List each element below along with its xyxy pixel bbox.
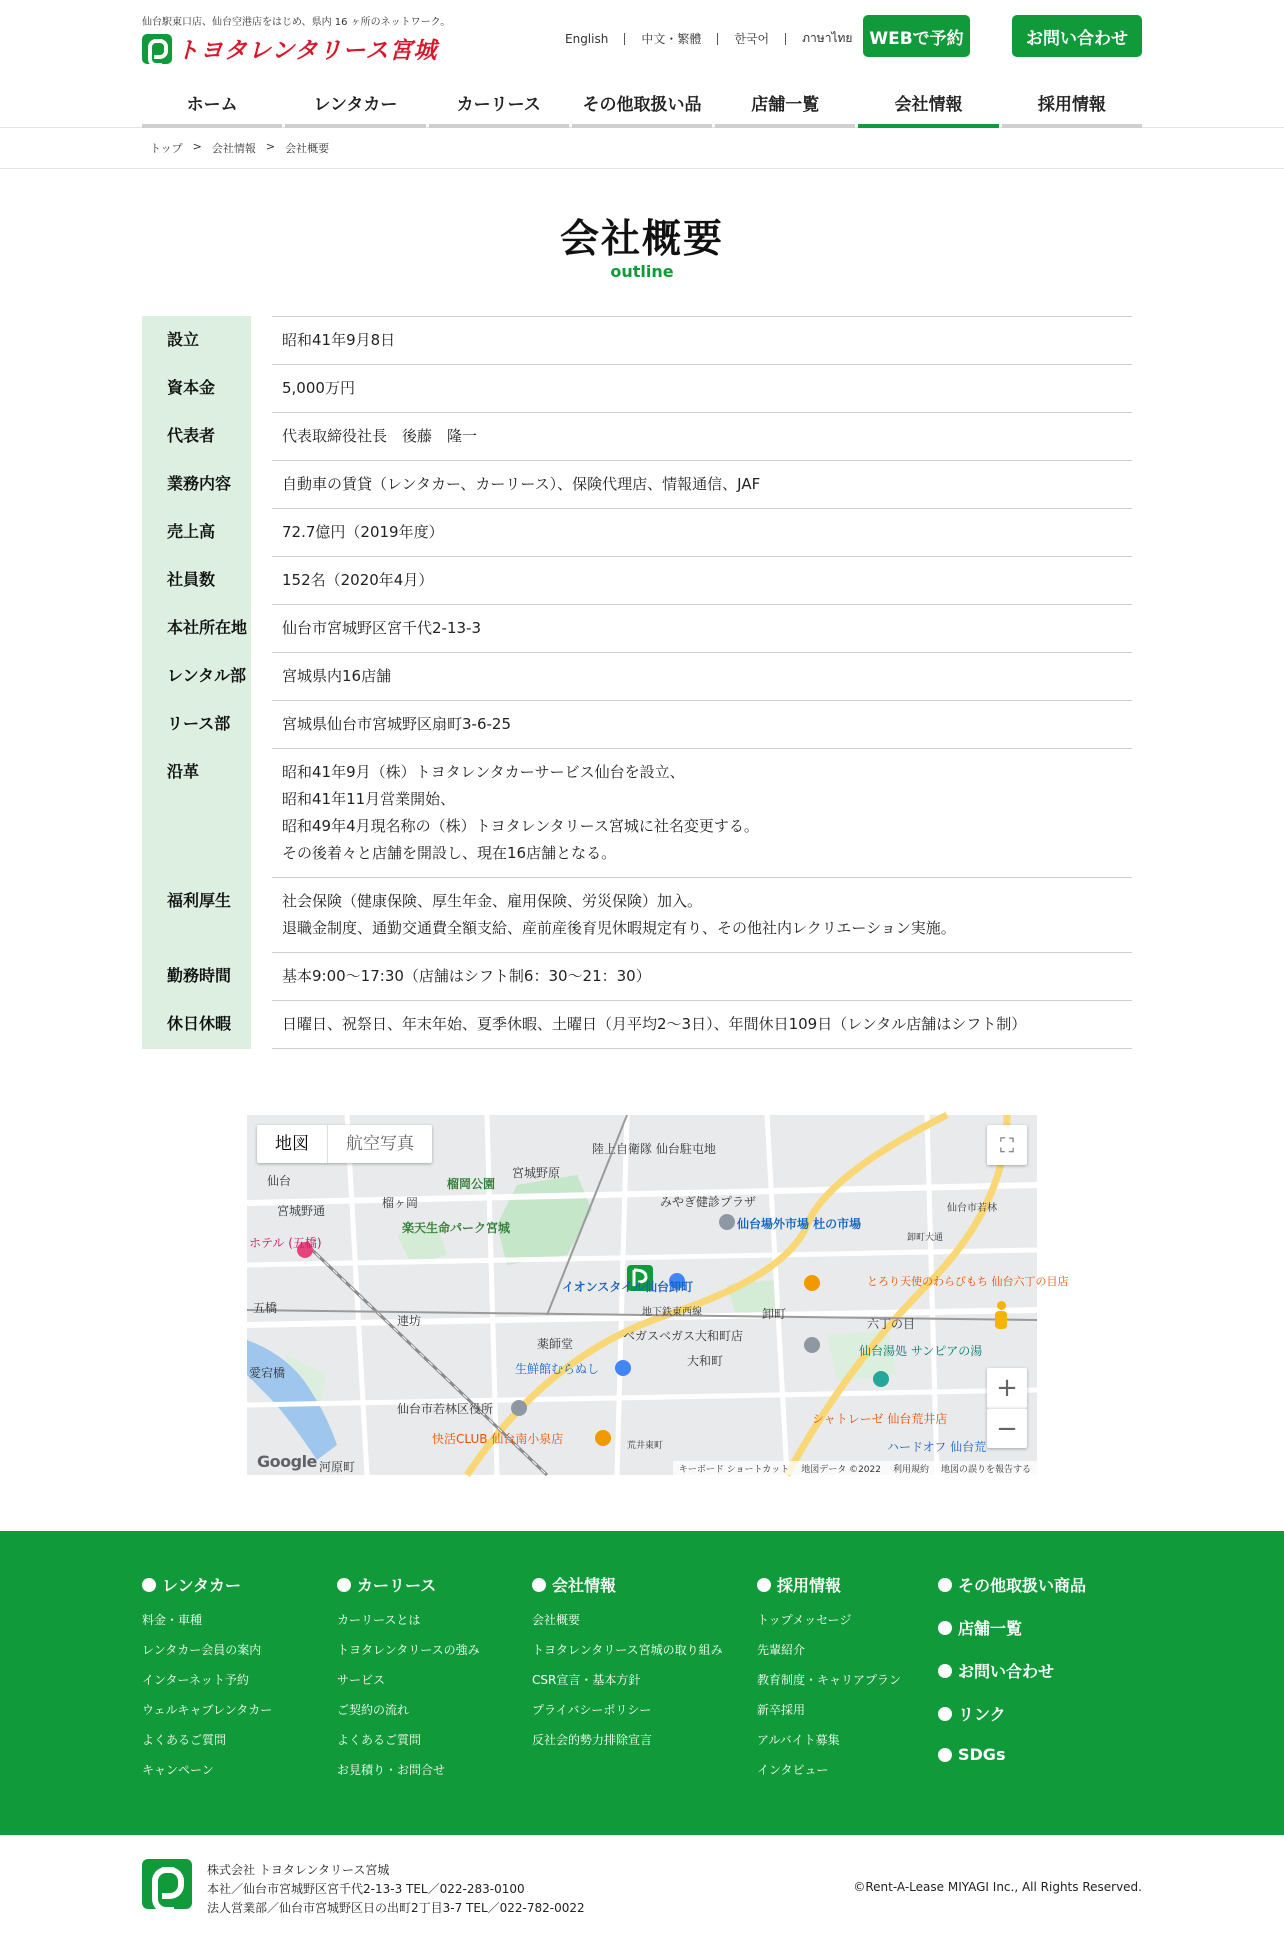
contact-button[interactable]: お問い合わせ [1012,15,1142,57]
map-label: とろり天使のわらびもち 仙台六丁の目店 [867,1275,1069,1288]
outline-row [142,952,1132,1000]
outline-value-line: 昭和41年11月営業開始、 [282,790,456,808]
breadcrumb-divider [0,168,1284,169]
outline-value [272,877,1132,952]
map-label: 仙台市若林 [947,1203,997,1214]
footer-link[interactable]: トヨタレンタリース宮城の取り組み [532,1643,723,1657]
lang-english[interactable]: English [565,31,609,46]
map-label: 仙台場外市場 杜の市場 [737,1217,862,1231]
outline-value-line: 自動車の賃貸（レンタカー、カーリース）、保険代理店、情報通信、JAF [282,475,761,493]
footer-link-contact[interactable] [938,1659,1086,1682]
outline-row [142,700,1132,748]
map-label: ハードオフ 仙台荒 [887,1440,987,1454]
logo-text: トヨタレンタリース宮城 [176,38,438,64]
global-nav [142,83,1142,128]
outline-row [142,1000,1132,1049]
footer-link-other-products[interactable] [938,1573,1086,1596]
outline-row [142,748,1132,877]
outline-row [142,877,1132,952]
outline-value [272,1000,1132,1049]
outline-value-line: 5,000万円 [282,379,355,397]
map-canvas[interactable] [247,1115,1069,1475]
map-label: みやぎ健診プラザ [660,1195,757,1209]
bullet-icon [938,1748,952,1762]
footer-link[interactable]: レンタカー会員の案内 [142,1643,262,1657]
footer-link[interactable]: プライバシーポリシー [532,1703,652,1717]
bullet-icon [938,1664,952,1678]
bullet-icon [938,1578,952,1592]
outline-value-line: 社会保険（健康保険、厚生年金、雇用保険、労災保険）加入。 [282,892,703,910]
map-label: イオンスタイル仙台卸町 [562,1280,694,1294]
outline-label: リース部 [142,700,272,748]
nav-company[interactable]: 会社情報 [858,83,998,128]
company-info [207,1861,585,1918]
footer-link[interactable]: お見積り・お問合せ [337,1763,446,1777]
outline-row [142,604,1132,652]
outline-value [272,748,1132,877]
map-label: 仙台市若林区役所 [397,1402,494,1416]
map-label: 五橋 [253,1301,278,1315]
site-footer [0,1531,1284,1835]
footer-link-links[interactable] [938,1702,1086,1725]
zoom-in-button[interactable]: + [987,1368,1027,1408]
outline-value-line: 昭和41年9月8日 [282,331,396,349]
map-attribution [673,1461,1037,1475]
footer-bottom [0,1835,1284,1943]
outline-label: 社員数 [142,556,272,604]
bullet-icon [337,1578,351,1592]
outline-row [142,316,1132,364]
footer-head-label: 会社情報 [552,1576,617,1595]
map-data-credit: 地図データ ©2022 [801,1464,881,1475]
map-label: 六丁の目 [867,1317,916,1331]
outline-value [272,460,1132,508]
company-name: 株式会社 トヨタレンタリース宮城 [207,1863,390,1877]
footer-col-misc [938,1573,1086,1784]
footer-head-label: その他取扱い商品 [958,1576,1087,1595]
footer-link[interactable]: よくあるご質問 [337,1733,422,1747]
breadcrumb-separator: > [192,140,202,153]
outline-value [272,508,1132,556]
footer-link[interactable]: インタビュー [757,1763,829,1777]
outline-value [272,952,1132,1000]
footer-head-label: SDGs [958,1745,1006,1764]
lang-chinese[interactable]: 中文・繁體 [641,32,702,46]
breadcrumb [150,140,329,156]
outline-label: 代表者 [142,412,272,460]
lang-korean[interactable]: 한국어 [734,32,770,46]
footer-head-recruit[interactable] [757,1573,901,1596]
outline-value [272,604,1132,652]
footer-link[interactable]: 会社概要 [532,1613,581,1627]
footer-head-label: お問い合わせ [958,1662,1055,1681]
map-terms[interactable]: 利用規約 [892,1464,929,1475]
footer-col-carlease [337,1573,480,1785]
outline-label: 本社所在地 [142,604,272,652]
outline-value-line: 代表取締役社長 後藤 隆一 [282,427,478,445]
footer-head-rentacar[interactable] [142,1573,272,1596]
google-logo: Google [257,1452,317,1471]
nav-stores[interactable]: 店舗一覧 [715,83,855,128]
map-label: 仙台湯処 サンピアの湯 [859,1344,983,1358]
copyright: ©Rent-A-Lease MIYAGI Inc., All Rights Reserved. [853,1880,1142,1894]
bullet-icon [757,1578,771,1592]
nav-other-products[interactable]: その他取扱い品 [572,83,712,128]
outline-value-line: 72.7億円（2019年度） [282,523,444,541]
footer-head-company[interactable] [532,1573,723,1596]
map-label: 楽天生命パーク宮城 [402,1221,511,1235]
footer-link-sdgs[interactable] [938,1745,1086,1764]
breadcrumb-company[interactable]: 会社情報 [211,142,256,155]
nav-home[interactable]: ホーム [142,83,282,128]
logo-mark-icon [142,34,172,64]
outline-row [142,364,1132,412]
map-label: 卸町 [762,1307,787,1321]
bullet-icon [532,1578,546,1592]
footer-link[interactable]: 先輩紹介 [757,1643,806,1657]
outline-value [272,316,1132,364]
map-label: 大和町 [687,1354,724,1368]
footer-link[interactable]: カーリースとは [337,1613,421,1627]
footer-link[interactable]: 反社会的勢力排除宣言 [532,1733,653,1747]
footer-link[interactable]: インターネット予約 [142,1673,249,1687]
lang-divider [785,33,786,45]
footer-head-label: リンク [958,1705,1006,1724]
lang-divider [717,33,718,45]
footer-link[interactable]: 新卒採用 [757,1703,806,1717]
map-label: 薬師堂 [537,1337,574,1351]
google-map[interactable] [247,1115,1069,1475]
map-label: 地下鉄東西線 [642,1307,702,1318]
outline-value-line: 仙台市宮城野区宮千代2-13-3 [282,619,482,637]
company-outline-table [142,316,1132,1049]
footer-col-company [532,1573,723,1755]
map-label: 宮城野通 [277,1204,326,1218]
nav-carlease[interactable]: カーリース [429,83,569,128]
outline-value-line: その後着々と店舗を開設し、現在16店舗となる。 [282,844,617,862]
footer-link[interactable]: ご契約の流れ [337,1703,410,1717]
company-corp-sales: 法人営業部／仙台市宮城野区日の出町2丁目3-7 TEL／022-782-0022 [207,1901,585,1915]
outline-row [142,508,1132,556]
footer-head-label: 採用情報 [777,1576,842,1595]
map-tab-map[interactable]: 地図 [257,1125,328,1163]
outline-label: 資本金 [142,364,272,412]
map-label: 仙台 [267,1174,292,1188]
map-label: ベガスベガス大和町店 [623,1329,744,1343]
outline-row [142,652,1132,700]
bullet-icon [142,1578,156,1592]
breadcrumb-current: 会社概要 [285,142,330,155]
header-tagline: 仙台駅東口店、仙台空港店をはじめ、県内 16 ヶ所のネットワーク。 [142,17,451,28]
site-logo[interactable] [142,32,437,65]
outline-row [142,412,1132,460]
footer-col-recruit [757,1573,901,1785]
footer-link[interactable]: トップメッセージ [757,1613,852,1627]
outline-value-line: 宮城県仙台市宮城野区扇町3-6-25 [282,715,512,733]
nav-recruit[interactable]: 採用情報 [1002,83,1142,128]
footer-link[interactable]: 教育制度・キャリアプラン [757,1673,902,1687]
map-tab-aerial[interactable]: 航空写真 [346,1134,414,1154]
footer-head-label: 店舗一覧 [958,1619,1023,1638]
outline-label: 売上高 [142,508,272,556]
lang-divider [624,33,625,45]
footer-head-label: レンタカー [162,1576,241,1595]
outline-value-line: 宮城県内16店舗 [282,667,392,685]
footer-logo-icon[interactable] [142,1859,192,1909]
footer-link[interactable]: 料金・車種 [142,1613,203,1627]
map-keyboard-shortcuts[interactable]: キーボード ショートカット [678,1464,790,1475]
outline-label: 設立 [142,316,272,364]
outline-row [142,460,1132,508]
footer-link[interactable]: トヨタレンタリースの強み [337,1643,480,1657]
nav-rentacar[interactable]: レンタカー [285,83,425,128]
outline-label: レンタル部 [142,652,272,700]
company-hq: 本社／仙台市宮城野区宮千代2-13-3 TEL／022-283-0100 [207,1882,525,1896]
map-label: 快活CLUB 仙台南小泉店 [432,1432,564,1446]
page-title: 会社概要 [559,217,724,262]
footer-head-label: カーリース [357,1576,437,1595]
map-label: 陸上自衛隊 仙台駐屯地 [592,1142,716,1156]
web-reserve-button[interactable]: WEBで予約 [863,15,970,57]
outline-value [272,700,1132,748]
footer-head-carlease[interactable] [337,1573,480,1596]
map-label: 河原町 [319,1460,356,1474]
outline-label: 休日休暇 [142,1000,272,1049]
footer-link[interactable]: サービス [337,1673,386,1687]
outline-value-line: 152名（2020年4月） [282,571,434,589]
zoom-out-button[interactable]: − [987,1408,1027,1448]
breadcrumb-top[interactable]: トップ [150,142,183,155]
outline-label: 業務内容 [142,460,272,508]
map-type-tabs [257,1125,432,1163]
breadcrumb-separator: > [265,140,276,153]
outline-value-line: 基本9:00～17:30（店舗はシフト制6：30～21：30） [282,967,651,985]
footer-col-rentacar [142,1573,272,1785]
footer-link-stores[interactable] [938,1616,1086,1639]
footer-link[interactable]: アルバイト募集 [757,1733,840,1747]
map-label: 榴岡公園 [447,1177,496,1191]
language-switcher [565,29,852,48]
map-report-error[interactable]: 地図の誤りを報告する [940,1464,1031,1475]
map-label: 愛宕橋 [249,1366,286,1380]
outline-label: 沿革 [142,748,272,877]
map-label: 宮城野原 [512,1166,561,1180]
outline-value [272,412,1132,460]
outline-row [142,556,1132,604]
page-subtitle: outline [610,262,674,281]
site-header [0,0,1284,128]
street-view-pegman-icon[interactable] [994,1301,1008,1331]
bullet-icon [938,1621,952,1635]
map-label: ホテル (五橋) [249,1236,322,1250]
outline-label: 福利厚生 [142,877,272,952]
outline-value-line: 退職金制度、通勤交通費全額支給、産前産後育児休暇規定有り、その他社内レクリエーション実施。 [282,919,956,937]
footer-link[interactable]: よくあるご質問 [142,1733,227,1747]
footer-link[interactable]: キャンペーン [142,1763,214,1777]
map-label: 卸町大通 [907,1233,944,1243]
footer-link[interactable]: ウェルキャブレンタカー [142,1703,273,1717]
map-label: シャトレーゼ 仙台荒井店 [812,1412,948,1426]
outline-label: 勤務時間 [142,952,272,1000]
map-label: 荒井東町 [627,1441,664,1451]
bullet-icon [938,1707,952,1721]
outline-value [272,556,1132,604]
lang-thai[interactable]: ภาษาไทย [802,31,853,45]
outline-value-line: 日曜日、祝祭日、年末年始、夏季休暇、土曜日（月平均2～3日）、年間休日109日（レンタル店舗はシフト制） [282,1015,1027,1033]
footer-link[interactable]: CSR宣言・基本方針 [532,1673,641,1687]
fullscreen-icon[interactable]: ⛶ [987,1125,1027,1165]
outline-value [272,652,1132,700]
outline-value [272,364,1132,412]
map-label: 生鮮館むらぬし [515,1362,600,1376]
outline-value-line: 昭和41年9月（株）トヨタレンタカーサービス仙台を設立、 [282,763,685,781]
map-label: 榴ヶ岡 [382,1196,419,1210]
outline-value-line: 昭和49年4月現名称の（株）トヨタレンタリース宮城に社名変更する。 [282,817,759,835]
map-label: 連坊 [397,1314,422,1328]
